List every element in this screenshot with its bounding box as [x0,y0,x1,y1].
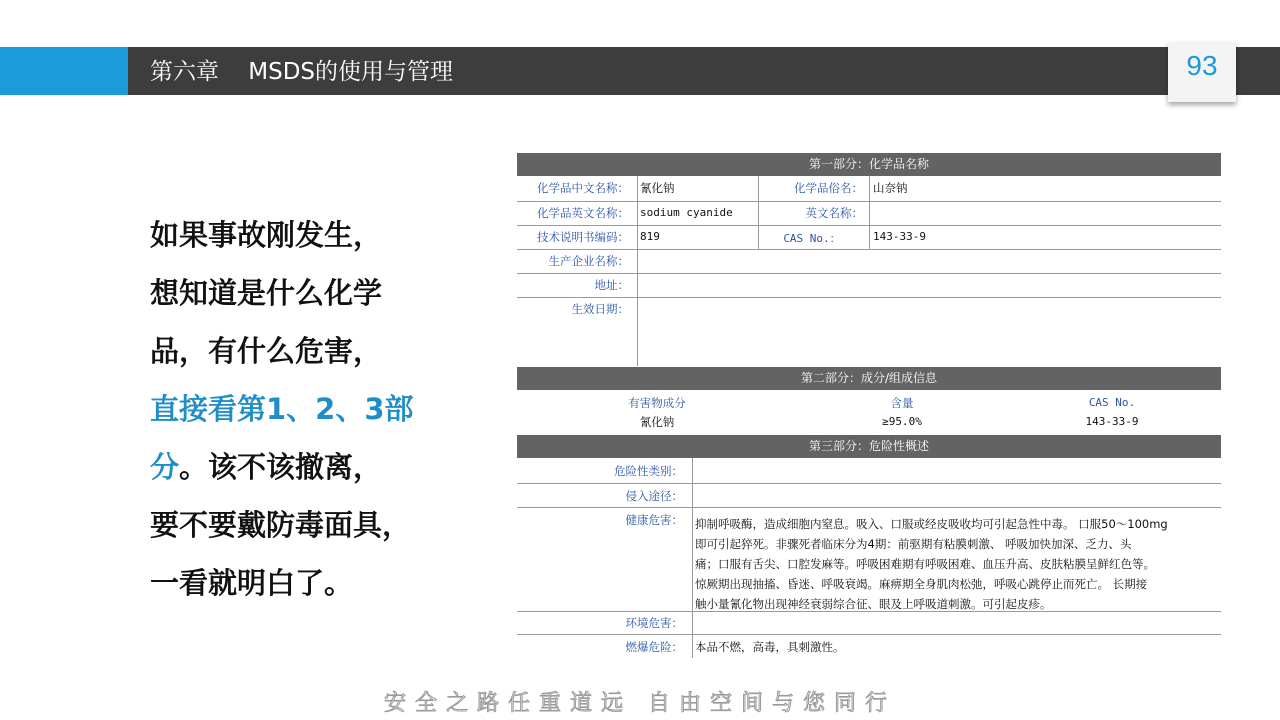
health-hazard-label: 健康危害： [625,513,683,527]
col-divider [869,176,870,249]
cas-label: CAS No.： [783,232,841,245]
col-divider [692,458,693,658]
msds-sheet-image [517,153,1221,658]
content-value: ≥95.0% [882,415,922,428]
footer-slogan: 安全之路任重道远 自由空间与您同行 [384,691,896,716]
section3-header: 第三部分：危险性概述 [517,435,1221,458]
effective-date-label: 生效日期： [571,302,629,316]
health-hazard-text [695,514,1215,614]
health-hazard-line: 抑制呼吸酶，造成细胞内窒息。吸入、口服或经皮吸收均可引起急性中毒。 口服50～100mg [695,517,1168,531]
explanation-text-tail: 。该不该撤离， [179,450,383,484]
common-name-label: 化学品俗名： [794,181,863,195]
health-hazard-line: 即可引起猝死。非骤死者临床分为4期：前驱期有粘膜刺激、 呼吸加快加深、乏力、头 [695,537,1132,551]
en-name-label: 化学品英文名称： [537,206,629,220]
cas-value: 143-33-9 [873,230,926,243]
explanation-highlight-tail: 分 [150,450,180,484]
fire-hazard-value: 本品不燃，高毒，具刺激性。 [695,640,845,654]
health-hazard-line: 惊厥期出现抽搐、昏迷、呼吸衰竭。麻痹期全身肌肉松弛，呼吸心跳停止而死亡。 长期接 [695,577,1148,591]
component-header: 有害物成分 [628,396,686,410]
cas-value-2: 143-33-9 [1085,415,1139,428]
health-hazard-line: 触小量氰化物出现神经衰弱综合征、眼及上呼吸道刺激。可引起皮疹。 [695,597,1052,611]
explanation-line: 一看就明白了。 [150,566,354,600]
cn-name-label: 化学品中文名称： [537,181,629,195]
en-name2-label: 英文名称： [805,206,863,220]
page-number: 93 [1186,50,1218,81]
slide-title: 第六章 MSDS的使用与管理 [150,59,453,85]
manufacturer-label: 生产企业名称： [548,254,629,268]
tech-code-value: 819 [640,230,660,243]
row-divider [517,273,1221,274]
row-divider [517,297,1221,298]
explanation-text [150,206,450,612]
explanation-line-highlight: 直接看第1、2、3部 [150,392,414,426]
row-divider [517,507,1221,508]
explanation-line: 要不要戴防毒面具， [150,508,412,542]
section1-header: 第一部分：化学品名称 [517,153,1221,176]
row-divider [517,634,1221,635]
common-name-value: 山奈钠 [873,181,908,195]
explanation-line: 品，有什么危害， [150,334,383,368]
section2-header: 第二部分：成分/组成信息 [517,367,1221,390]
explanation-line: 如果事故刚发生， [150,218,383,252]
explanation-line [150,438,450,496]
entry-route-label: 侵入途径： [625,489,683,503]
row-divider [517,249,1221,250]
environment-hazard-label: 环境危害： [625,616,683,630]
explanation-line: 想知道是什么化学 [150,276,383,310]
col-divider [758,176,759,249]
cn-name-value: 氰化钠 [640,181,675,195]
health-hazard-line: 痛；口服有舌尖、口腔发麻等。呼吸困难期有呼吸困难、血压升高、皮肤粘膜呈鲜红色等。 [695,557,1155,571]
row-divider [517,483,1221,484]
tech-code-label: 技术说明书编码： [537,230,629,244]
content-header: 含量 [890,396,914,410]
fire-hazard-label: 燃爆危险： [625,640,683,654]
en-name-value: sodium cyanide [640,206,733,219]
cas-header: CAS No. [1088,396,1136,409]
hazard-class-label: 危险性类别： [614,464,683,478]
header-accent-bar [0,47,128,95]
address-label: 地址： [594,278,629,292]
component-value: 氰化钠 [639,415,675,429]
col-divider [637,176,638,366]
